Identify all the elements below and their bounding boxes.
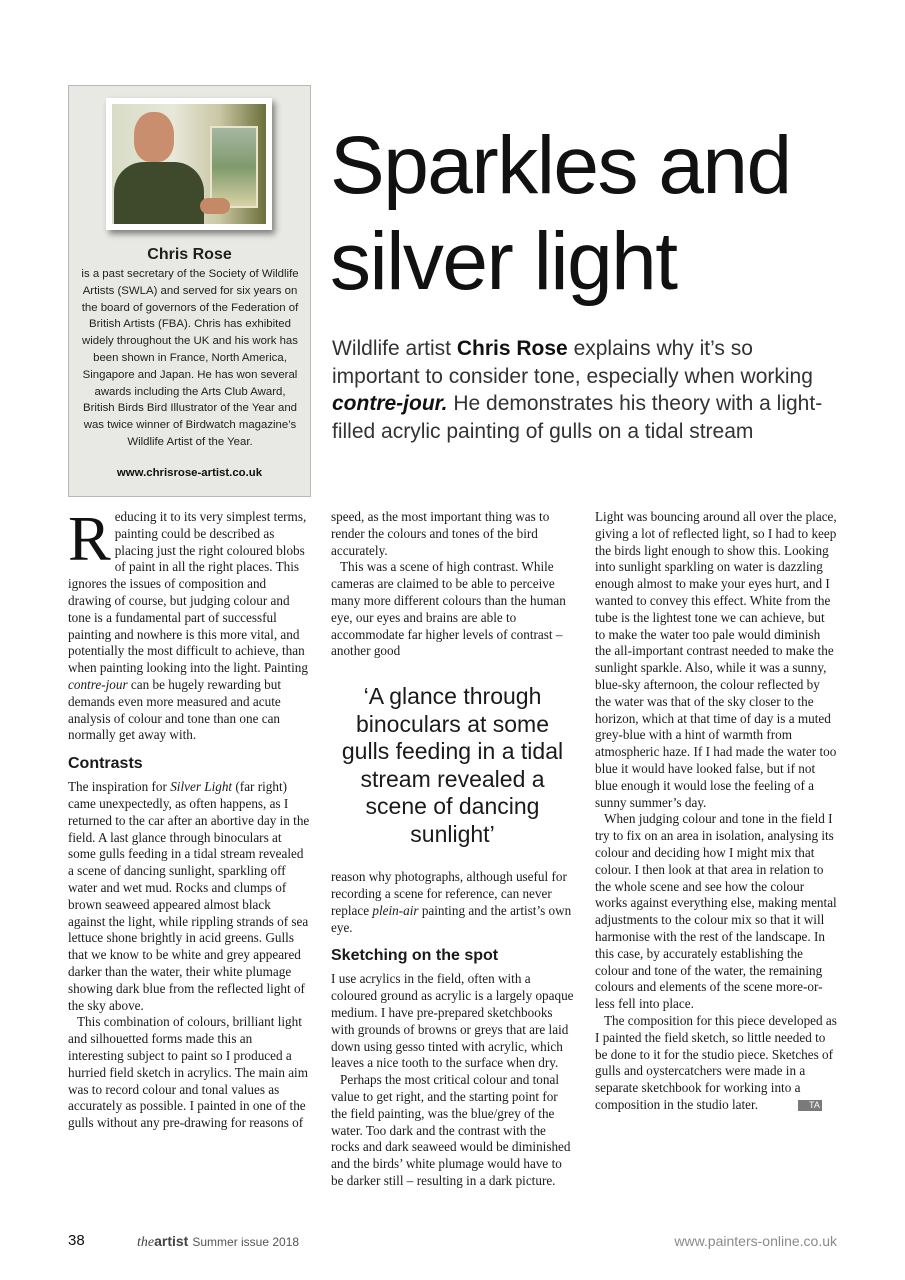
headline-line-1: Sparkles and xyxy=(330,120,791,211)
body-text: educing it to its very simplest terms, painting could be described as placing just the right coloured blobs of paint in all the right places. This ignores the issues of composition and drawing of course, but judging colour and tone is a fundamental part of successful painting and nowhere is this more vital, and potentially the most difficult to achieve, than when painting looking into the light. Painting xyxy=(68,509,308,676)
author-photo-frame xyxy=(106,98,272,230)
magazine-footer xyxy=(137,1233,299,1251)
subhead-contrasts: Contrasts xyxy=(68,755,143,773)
author-name: Chris Rose xyxy=(147,246,232,263)
body-text: The composition for this piece developed as I painted the field sketch, so little needed to be done to it for the studio piece. Sketches of gulls and oystercatchers were made in a separate sketchbook for working into a composition in the studio later. xyxy=(595,1012,837,1112)
body-paragraph xyxy=(595,1013,838,1114)
body-text: can be hugely rewarding but demands even more measured and acute analysis of colour and tone than one can normally get away with. xyxy=(68,676,282,743)
body-text: reason why photographs, although useful for recording a scene for reference, can never replace xyxy=(331,869,567,918)
article-column-3 xyxy=(595,509,838,1114)
italic-term: contre-jour xyxy=(68,676,128,692)
standfirst-text-2: explains why it’s so important to consider tone, especially when working xyxy=(332,337,813,388)
body-paragraph: This combination of colours, brilliant light and silhouetted forms made this an interesting subject to paint so I produced a hurried field sketch in acrylics. The main aim was to record colour and tonal values as accurately as possible. I painted in one of the gulls without any pre-drawing for reasons of xyxy=(68,1014,308,1131)
issue-label: Summer issue 2018 xyxy=(192,1235,300,1249)
author-photo xyxy=(112,104,266,224)
italic-term: plein-air xyxy=(372,902,419,918)
body-text: painting and the artist’s own eye. xyxy=(331,902,572,935)
standfirst-text-1: Wildlife artist xyxy=(332,337,457,360)
author-head-graphic xyxy=(134,112,174,162)
body-paragraph xyxy=(68,503,310,744)
author-website-link[interactable]: www.chrisrose-artist.co.uk xyxy=(116,467,263,479)
footer-website-link[interactable]: www.painters-online.co.uk xyxy=(674,1233,837,1249)
author-shirt-graphic xyxy=(114,162,204,224)
body-paragraph: When judging colour and tone in the field I try to fix on an area in isolation, analysing its colour and deciding how I might mix that colour. I then look at that area in relation to the whole scene and see how the colour works against everything else, making mental adjustments to the colour mix so that it will harmonise with the rest of the landscape. In this case, by accurately establishing the colour and tone of the water, the remaining colours and elements of the scene more-or-less fell into place. xyxy=(595,811,837,1012)
easel-painting-graphic xyxy=(210,126,258,208)
body-text: (far right) came unexpectedly, as often happens, as I returned to the car after an abortive day in the field. A last glance through binoculars at some gulls feeding in a tidal stream revealed a scene of dancing sunlight, sparkling off water and wet mud. Rocks and clumps of brown seaweed appeared almost black against the light, while rippling strands of sea lettuce shone brightly in acid greens. Gulls that we know to be white and grey appeared darker than the water, their white plumage showing dark blue from the reflected light of the sky above. xyxy=(68,779,310,1013)
body-paragraph: I use acrylics in the field, often with a coloured ground as acrylic is a largely opaque medium. I have pre-prepared sketchbooks with grounds of browns or greys that are laid down using gesso tinted with acrylic, which leaves a nice tooth to the surface when dry. xyxy=(331,971,574,1071)
article-column-2 xyxy=(331,509,574,1190)
body-paragraph: Perhaps the most critical colour and tonal value to get right, and the starting point for the field painting, was the blue/grey of the water. Too dark and the contrast with the rocks and dark seaweed would be diminished and the birds’ white plumage would have to be darker still – resulting in a dark picture. xyxy=(331,1072,571,1188)
subhead-sketching: Sketching on the spot xyxy=(331,947,499,965)
headline-line-2: silver light xyxy=(330,216,677,307)
article-column-1 xyxy=(68,503,310,1132)
standfirst-term: contre-jour. xyxy=(332,392,448,415)
drop-cap: R xyxy=(68,503,111,574)
body-paragraph: speed, as the most important thing was to render the colours and tones of the bird accurately. xyxy=(331,509,550,558)
magazine-logo-artist: artist xyxy=(154,1233,189,1249)
page-number: 38 xyxy=(68,1232,85,1249)
body-paragraph: Light was bouncing around all over the place, giving a lot of reflected light, so I had to keep the birds light enough to show this. Looking into sunlight sparkling on water is dazzling enough almost to make your eyes hurt, and I wanted to convey this effect. White from the tube is the lightest tone we can achieve, but to make the water too pale would diminish the all-important contrast needed to make the sunlight sparkle. Also, while it was a sunny, blue-sky afternoon, the colour reflected by the water was that of the sky closer to the horizon, which at that time of day is a muted grey-blue with a hint of warmth from atmospheric haze. If I had made the water too blue it would have looked false, but if not blue enough it would lose the feeling of a sunny summer’s day. xyxy=(595,509,837,810)
author-bio-text: is a past secretary of the Society of Wildlife Artists (SWLA) and served for six years on the board of governors of the Federation of British Artists (FBA). Chris has exhibited widely throughout the UK and his work has been shown in France, North America, Singapore and Japan. He has won several awards including the Arts Club Award, British Birds Bird Illustrator of the Year and was twice winner of Birdwatch magazine’s Wildlife Artist of the Year. xyxy=(81,268,299,448)
author-hand-graphic xyxy=(200,198,230,214)
author-bio-box xyxy=(68,85,311,497)
body-paragraph: This was a scene of high contrast. While cameras are claimed to be able to perceive many more different colours than the human eye, our eyes and brains are able to accommodate far higher levels of contrast – another good xyxy=(331,559,566,659)
body-text: The inspiration for xyxy=(68,779,171,795)
pull-quote: ‘A glance through binoculars at some gulls feeding in a tidal stream revealed a scene of dancing sunlight’ xyxy=(341,683,564,847)
body-paragraph xyxy=(68,779,310,1014)
end-mark-badge: TA xyxy=(798,1100,822,1111)
article-headline xyxy=(330,118,890,310)
magazine-logo-the: the xyxy=(137,1235,155,1250)
body-paragraph xyxy=(331,869,574,936)
article-standfirst xyxy=(332,335,832,445)
standfirst-author-name: Chris Rose xyxy=(456,337,568,360)
italic-title: Silver Light xyxy=(170,779,233,795)
standfirst-text-3: He demonstrates his theory with a light-filled acrylic painting of gulls on a tidal stream xyxy=(332,392,823,443)
